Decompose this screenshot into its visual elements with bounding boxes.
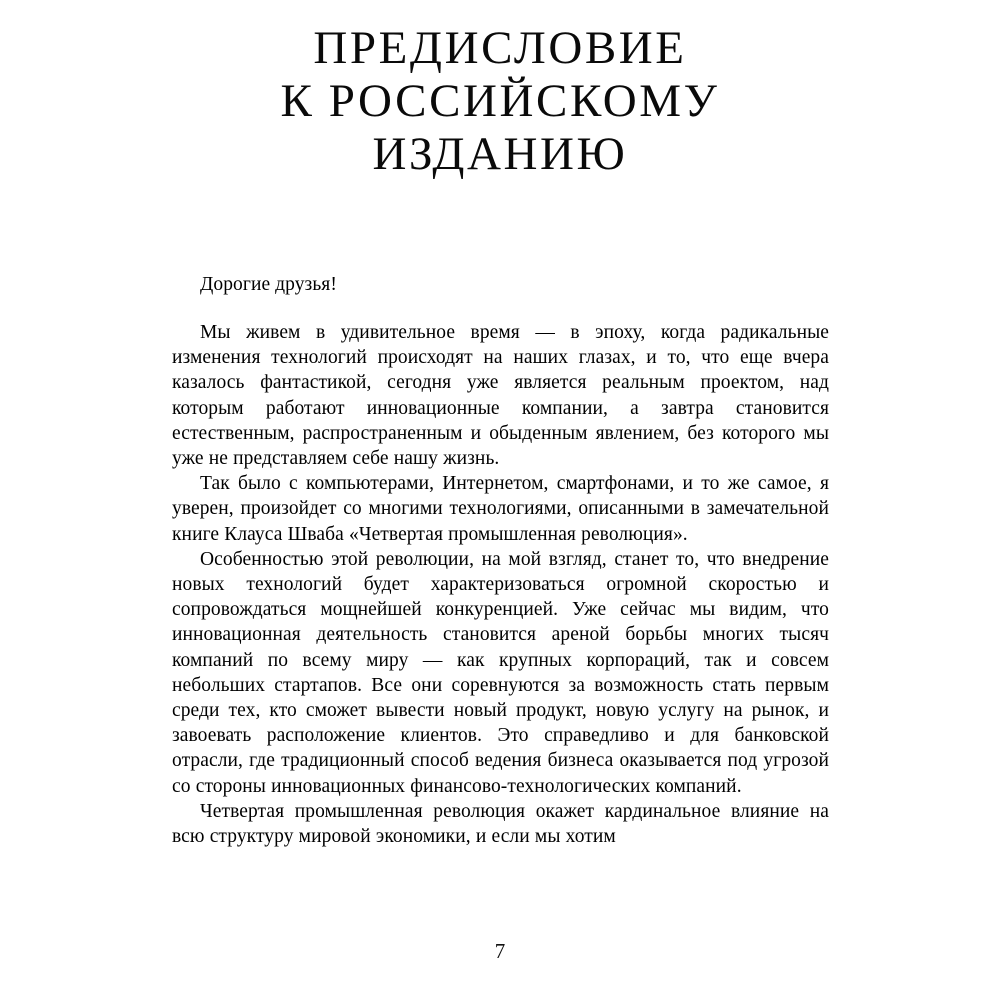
title-line-3: ИЗДАНИЮ (372, 128, 628, 180)
page-title (0, 22, 1000, 181)
body-paragraph-4: Четвертая промышленная революция окажет кардинальное влияние на всю структуру мировой экономики, и если мы хотим (172, 800, 829, 848)
page-number: 7 (494, 939, 506, 963)
greeting-line: Дорогие друзья! (200, 274, 337, 295)
title-line-1: ПРЕДИСЛОВИЕ (313, 22, 687, 74)
body-paragraph-2: Так было с компьютерами, Интернетом, смартфонами, и то же самое, я уверен, произойдет со многими технологиями, описанными в замечательной книге Клауса Шваба «Четвертая промышленная революция». (172, 473, 829, 545)
body-text (172, 272, 829, 849)
body-paragraph-3: Особенностью этой революции, на мой взгляд, станет то, что внедрение новых технологий будет характеризоваться огромной скоростью и сопровождаться мощнейшей конкуренцией. Уже сейчас мы видим, что инновационная деятельность становится ареной борьбы многих тысяч компаний по всему миру — как крупных корпораций, так и совсем небольших стартапов. Все они соревнуются за возможность стать первым среди тех, кто сможет вывести новый продукт, новую услугу на рынок, и завоевать расположение клиентов. Это справедливо и для банковской отрасли, где традиционный способ ведения бизнеса оказывается под угрозой со стороны инновационных финансово-технологических компаний. (172, 548, 829, 797)
title-line-2: К РОССИЙСКОМУ (280, 75, 720, 127)
body-paragraph-1: Мы живем в удивительное время — в эпоху, когда радикальные изменения технологий происходят на наших глазах, и то, что еще вчера казалось фантастикой, сегодня уже является реальным проектом, над которым работают инновационные компании, а завтра становится естественным, распространенным и обыденным явлением, без которого мы уже не представляем себе нашу жизнь. (172, 322, 829, 470)
